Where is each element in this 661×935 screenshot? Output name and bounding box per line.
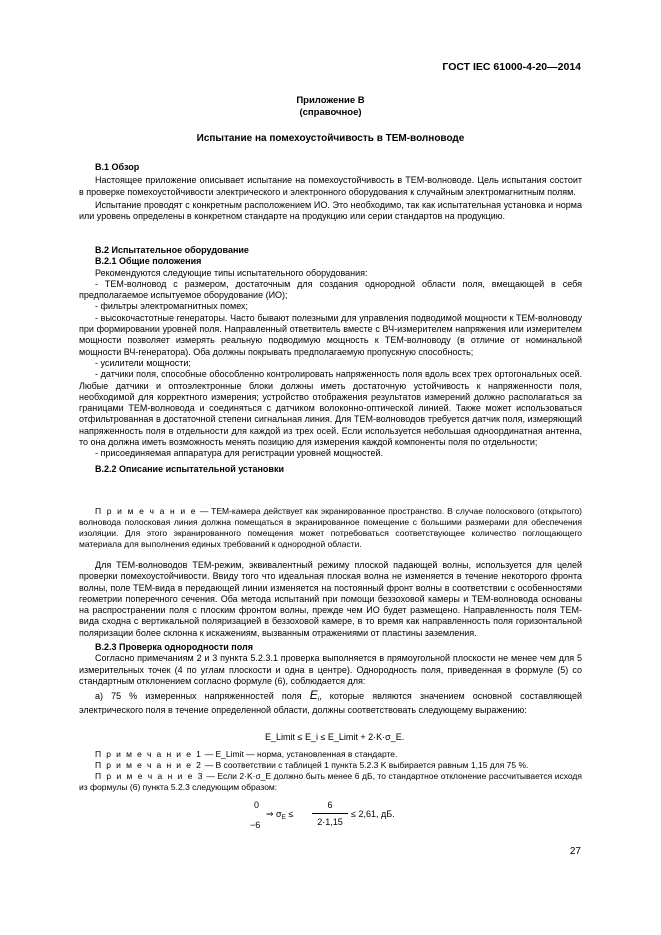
b22-note: [79, 506, 582, 550]
appendix-heading: Испытание на помехоустойчивость в ТЕМ-волноводе: [196, 133, 465, 144]
page-number: 27: [569, 846, 581, 857]
formula-2-numerator: 6: [327, 800, 333, 810]
equipment-item: - высокочастотные генераторы. Часто бывают полезными для управления подводимой мощности к ТЕМ-волноводу при формировании уровней поля. Направленный ответвитель вместе с ВЧ-измерителем напряжения или измерителем мощности позволяет измерять реальную подводимую мощность к ТЕМ-волноводу (в отличие от номинальной мощности ВЧ-генератора). Оба должны покрывать предполагаемую пропускную способность;: [79, 312, 582, 357]
appendix-subtitle: (справочное): [299, 107, 362, 118]
item-a-end: , которые являются значением основной составляющей электрического поля в течение определенной области, должны соответствовать следующему выражению:: [79, 691, 582, 716]
b2-heading: B.2 Испытательное оборудование: [95, 245, 249, 255]
tem-paragraph: Для ТЕМ-волноводов ТЕМ-режим, эквивалентный режиму плоской падающей волны, используется для целей проверки помехоустойчивости. Ввиду того что идеальная плоская волна не изменяется в течение некоторого фронта волны, поле ТЕМ-вида в передающей линии изменяется на постоянный фронт волны в соответствии с особенностями геометрии поперечного сечения. Оба метода испытаний при помощи беззоховой камеры и ТЕМ-волновода основаны на распространении поля с плоским фронтом волны, прежде чем ИО будет размещено. Направленность поля ТЕМ-вида сходна с вертикальной поляризацией в беззоховой камере, в то время как направленность поля горизонтальной поляризации более склонна к искажениям, вызванным отражениями от пластины заземления.: [79, 560, 582, 638]
note-3-text: — Если 2·K·σ_E должно быть менее 6 дБ, то стандартное отклонение рассчитывается исходя из формулы (6) пункта 5.2.3 следующим образом:: [79, 771, 582, 792]
formula-2-top: 0: [254, 800, 260, 810]
b1-paragraph-2: Испытание проводят с конкретным расположением ИО. Это необходимо, так как испытательная установка и норма или уровень определены в конкретном стандарте на продукцию или серии стандартов на продукцию.: [79, 199, 582, 222]
note-3-label: П р и м е ч а н и е 3: [95, 771, 204, 781]
b22-paragraph: [79, 560, 582, 639]
section-b23: B.2.3 Проверка однородности поля Согласно примечаниям 2 и 3 пункта 5.2.3.1 проверка выполняется в прямоугольной плоскости не менее чем для 5 измерительных точек (4 по углам плоскости и одна в центре). Однородность поля, приведенная в формуле (5) со стандартным отклонением согласно формуле (6), соблюдается для: а) 75 % измеренных напряженностей поля $E_i$, которые являются значением основной составляющей электрического поля в течение определенной области, должны соответствовать следующему выражению:: [79, 642, 582, 716]
note-1-text: — E_Limit — норма, установленная в стандарте.: [202, 749, 398, 759]
equipment-item: - усилители мощности;: [95, 357, 191, 368]
equipment-item: - фильтры электромагнитных помех;: [95, 301, 248, 312]
formula-2: 0 −6 ⇒ $\sigma_E$ ≤ 6 2·1,15 ≤ 2,61, дБ.: [250, 800, 395, 830]
equipment-item: - ТЕМ-волновод с размером, достаточным для создания однородной области поля, вмещающей в себя предполагаемое испытуемое оборудование (ИО);: [79, 278, 582, 301]
note-2-label: П р и м е ч а н и е 2: [95, 760, 203, 770]
appendix-title: Приложение B: [296, 95, 365, 106]
b23-paragraph-1: Согласно примечаниям 2 и 3 пункта 5.2.3.1 проверка выполняется в прямоугольной плоскости не менее чем для 5 измерительных точек (4 по углам плоскости и одна в центре). Однородность поля, приведенная в формуле (5) со стандартным отклонением согласно формуле (6), соблюдается для:: [79, 653, 582, 686]
formula-2-result: ≤ 2,61, дБ.: [351, 809, 395, 819]
section-b2: [79, 245, 582, 475]
b21-heading: B.2.1 Общие положения: [95, 256, 202, 267]
formula-2-denominator: 2·1,15: [317, 817, 343, 827]
note-2-text: — В соответствии с таблицей 1 пункта 5.2.3 K выбирается равным 1,15 для 75 %.: [202, 760, 529, 770]
b1-paragraph-1: Настоящее приложение описывает испытание на помехоустойчивость в ТЕМ-волноводе. Цель испытания состоит в проверке помехоустойчивости электрического и электронного оборудования к случайным электромагнитным полям.: [79, 175, 582, 197]
note-text: — ТЕМ-камера действует как экранированное пространство. В случае полоскового (открытого) волновода полосковая линия должна помещаться в экранированное помещение с большими размерами для обеспечения изоляции. Для этого экранированного помещения может потребоваться соответствующее количество поглощающего материала для выполнения единых требований к однородной области.: [79, 506, 583, 549]
b1-heading: B.1 Обзор: [95, 162, 140, 172]
b21-intro: Рекомендуются следующие типы испытательного оборудования:: [95, 267, 368, 278]
note-label: П р и м е ч а н и е: [95, 506, 197, 516]
item-a-start: а) 75 % измеренных напряженностей поля: [95, 691, 310, 702]
equipment-item: - датчики поля, способные обособленно контролировать напряженность поля вдоль всех трех ортогональных осей. Любые датчики и оптоэлектронные блоки должны иметь достаточную устойчивость к напряженности поля, необходимой для корректного измерения; устройство отображения результатов измерений должно располагаться за границами ТЕМ-волновода и соединяться с датчиком волоконно-оптической линией. Также может использоваться отфильтрованная в достаточной степени сигнальная линия. Для ТЕМ-волноводов требуется датчик поля, измеряющий напряженность поля в отдельности для каждой из трех осей. Если используется небольшая одноординатная антенна, то она должна иметь возможность менять позицию для измерения каждой компоненты поля по отдельности;: [79, 369, 582, 448]
equipment-item: - присоединяемая аппаратура для регистрации уровней мощностей.: [95, 448, 384, 459]
b23-heading: B.2.3 Проверка однородности поля: [95, 642, 253, 652]
formula-1: E_Limit ≤ E_i ≤ E_Limit + 2·K·σ_E.: [265, 732, 405, 742]
b22-heading: B.2.2 Описание испытательной установки: [95, 463, 284, 474]
b23-notes: [79, 749, 582, 793]
note-1-label: П р и м е ч а н и е 1: [95, 749, 203, 759]
standard-header: ГОСТ IEC 61000-4-20—2014: [442, 61, 581, 73]
formula-2-bottom: −6: [250, 820, 261, 830]
section-b1: [79, 162, 582, 222]
